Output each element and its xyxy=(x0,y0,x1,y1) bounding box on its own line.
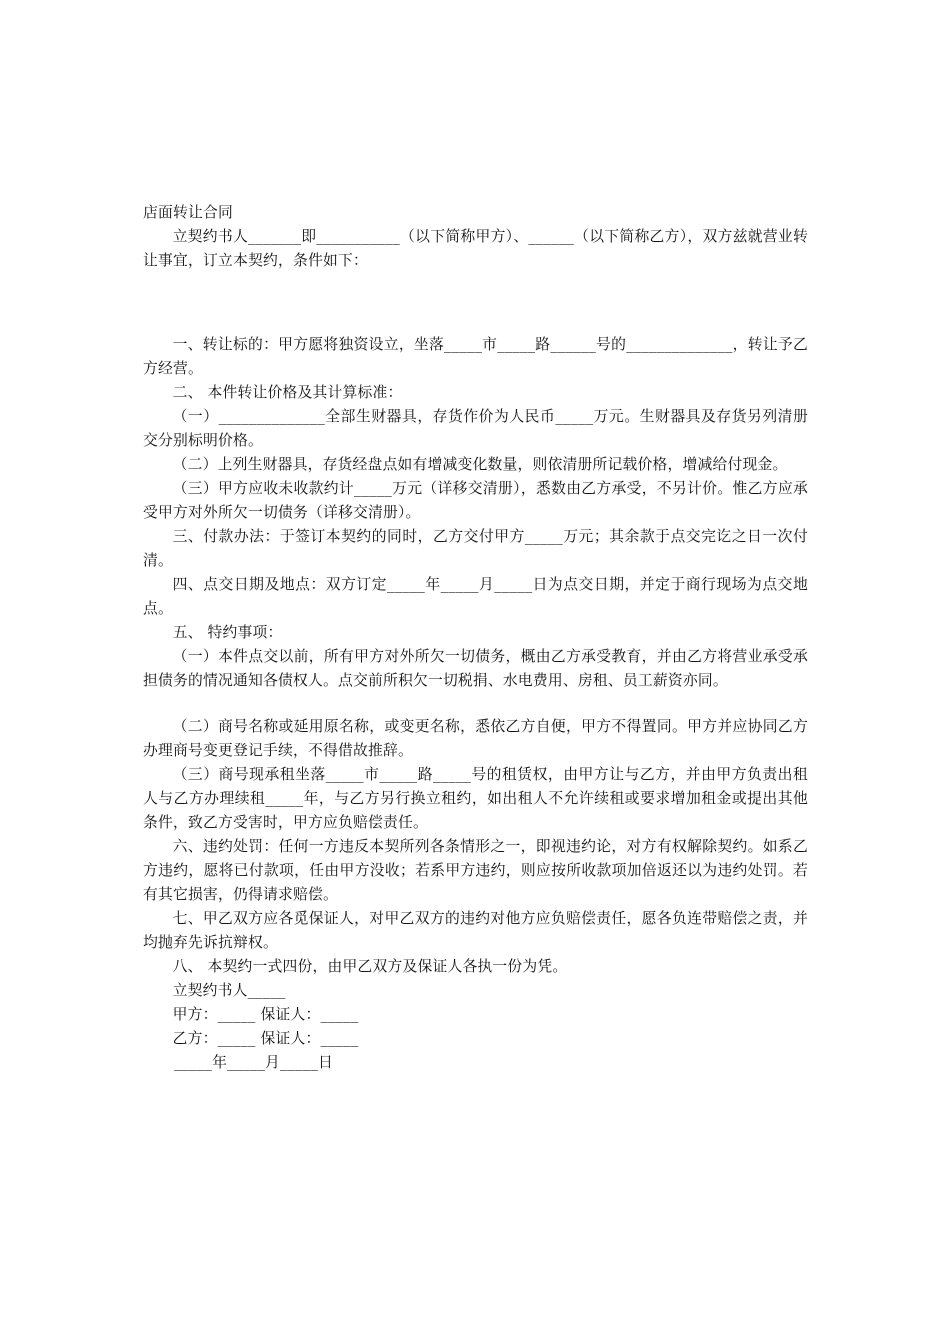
clause-5-item-3: （三）商号现承租坐落_____市_____路_____号的租赁权，由甲方让与乙方，并由甲方负责出租人与乙方办理续租_____年，与乙方另行换立租约，如出租人不允许续租或要求增加租金或提出其他条件，致乙方受害时，甲方应负赔偿责任。 xyxy=(143,766,808,831)
clause-4-handover: 四、点交日期及地点：双方订定_____年_____月_____日为点交日期，并定于商行现场为点交地点。 xyxy=(143,576,808,617)
clause-3-payment: 三、付款办法：于签订本契约的同时，乙方交付甲方_____万元；其余款于点交完讫之日一次付清。 xyxy=(143,528,808,569)
clause-5-item-2: （二）商号名称或延用原名称，或变更名称，悉依乙方自便，甲方不得置同。甲方并应协同乙方办理商号变更登记手续，不得借故推辞。 xyxy=(143,718,808,759)
contract-body xyxy=(143,201,808,1075)
party-b-line: 乙方：_____ 保证人：_____ xyxy=(172,1030,359,1047)
date-line: _____年_____月_____日 xyxy=(174,1054,334,1071)
clause-5-heading: 五、 特约事项： xyxy=(172,624,283,641)
clause-2-item-3: （三）甲方应收未收款约计_____万元（详移交清册），悉数由乙方承受，不另计价。惟乙方应承受甲方对外所欠一切债务（详移交清册）。 xyxy=(143,480,808,521)
clause-1-transfer-subject: 一、转让标的：甲方愿将独资设立，坐落_____市_____路______号的______________，转让予乙方经营。 xyxy=(143,336,808,377)
clause-6-breach: 六、违约处罚：任何一方违反本契所列各条情形之一，即视违约论，对方有权解除契约。如系乙方违约，愿将已付款项，任由甲方没收；若系甲方违约，则应按所收款项加倍返还以为违约处罚。若有其它损害，仍得请求赔偿。 xyxy=(143,838,808,903)
clause-2-item-1: （一）______________全部生财器具，存货作价为人民币_____万元。生财器具及存货另列清册交分别标明价格。 xyxy=(143,408,808,449)
clause-5-item-1: （一）本件点交以前，所有甲方对外所欠一切债务，概由乙方承受教育，并由乙方将营业承受承担债务的情况通知各债权人。点交前所积欠一切税捐、水电费用、房租、员工薪资亦同。 xyxy=(143,648,808,689)
clause-2-item-2: （二）上列生财器具，存货经盘点如有增减变化数量，则依清册所记载价格，增减给付现金。 xyxy=(172,456,788,473)
clause-8-copies: 八、 本契约一式四份，由甲乙双方及保证人各执一份为凭。 xyxy=(172,958,568,975)
clause-7-guarantor: 七、甲乙双方应各觅保证人，对甲乙双方的违约对他方应负赔偿责任，愿各负连带赔偿之责，并均抛弃先诉抗辩权。 xyxy=(143,910,808,951)
party-a-line: 甲方：_____ 保证人：_____ xyxy=(172,1006,359,1023)
section-spacer xyxy=(143,273,808,333)
paragraph-spacer xyxy=(143,693,808,715)
clause-2-heading: 二、 本件转让价格及其计算标准： xyxy=(172,384,403,401)
intro-paragraph: 立契约书人_______即___________（以下简称甲方）、______（以下简称乙方），双方兹就营业转让事宜，订立本契约，条件如下： xyxy=(143,228,808,269)
document-title: 店面转让合同 xyxy=(143,204,233,221)
signer-line: 立契约书人_____ xyxy=(172,982,286,999)
